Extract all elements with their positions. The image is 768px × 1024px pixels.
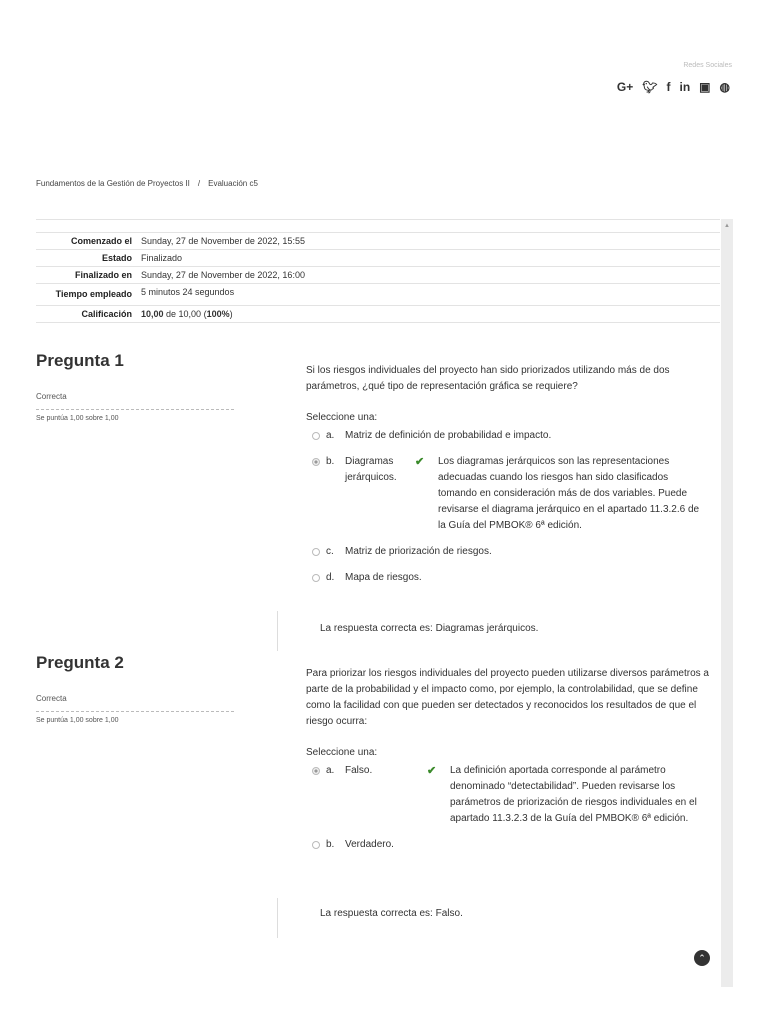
started-label: Comenzado el xyxy=(70,236,132,246)
breadcrumb xyxy=(36,179,258,188)
back-to-top-icon[interactable]: ⌃ xyxy=(694,950,710,966)
breadcrumb-page-link[interactable]: Evaluación c5 xyxy=(208,179,258,188)
linkedin-icon[interactable]: in xyxy=(679,80,691,94)
question-1-state: Correcta xyxy=(36,392,234,410)
question-1-answers xyxy=(306,428,720,586)
answer-text: Falso. xyxy=(345,765,373,776)
question-1-right-answer: La respuesta correcta es: Diagramas jerárquicos. xyxy=(277,611,720,651)
twitter-icon[interactable]: 🐦︎ xyxy=(642,80,658,94)
table-row xyxy=(36,284,720,306)
grade-percent: 100% xyxy=(206,309,230,319)
answer-letter: d. xyxy=(326,572,335,583)
table-row xyxy=(36,233,720,250)
question-2-content xyxy=(306,666,720,863)
answer-text: Matriz de priorización de riesgos. xyxy=(345,546,492,557)
answer-text: Diagramas jerárquicos. xyxy=(345,456,397,483)
answer-option[interactable] xyxy=(306,763,720,827)
time-label: Tiempo empleado xyxy=(55,289,132,299)
facebook-icon[interactable]: f xyxy=(666,80,671,94)
finished-value: Sunday, 27 de November de 2022, 16:00 xyxy=(141,270,305,280)
answer-option[interactable] xyxy=(306,428,720,444)
answer-feedback: Los diagramas jerárquicos son las representaciones adecuadas cuando los riesgos han sido clasificados tomando en consideración más de dos variables. Puede revisarse el diagrama jerárquico en el apartado 11.3.2.6 de la Guía del PMBOK® 6ª edición. xyxy=(438,456,700,531)
question-2-right-answer: La respuesta correcta es: Falso. xyxy=(277,898,720,938)
question-2-answers xyxy=(306,763,720,853)
scroll-up-arrow-icon[interactable]: ▲ xyxy=(724,223,730,229)
question-2-info xyxy=(36,653,234,724)
question-2-state: Correcta xyxy=(36,694,234,712)
time-value: 5 minutos 24 segundos xyxy=(141,287,235,297)
answer-text: Verdadero. xyxy=(345,839,394,850)
answer-text: Matriz de definición de probabilidad e impacto. xyxy=(345,430,552,441)
social-icons xyxy=(617,80,730,94)
question-1-info xyxy=(36,351,234,422)
table-row xyxy=(36,250,720,267)
table-row xyxy=(36,267,720,284)
radio-button[interactable] xyxy=(312,432,320,440)
main-content xyxy=(36,219,720,919)
question-1-text: Si los riesgos individuales del proyecto han sido priorizados utilizando más de dos parámetros, ¿qué tipo de representación gráfica se requiere? xyxy=(306,365,670,392)
state-value: Finalizado xyxy=(141,253,183,263)
answer-letter: b. xyxy=(326,456,335,467)
radio-button[interactable] xyxy=(312,841,320,849)
grade-value xyxy=(138,306,720,323)
grade-end: ) xyxy=(229,309,233,319)
scrollbar[interactable] xyxy=(721,219,733,987)
social-title: Redes Sociales xyxy=(683,62,732,69)
correct-check-icon: ✔ xyxy=(415,456,425,468)
radio-button-checked[interactable] xyxy=(312,458,320,466)
grade-score: 10,00 xyxy=(141,309,164,319)
breadcrumb-course-link[interactable]: Fundamentos de la Gestión de Proyectos II xyxy=(36,179,190,188)
answer-letter: a. xyxy=(326,430,335,441)
attempt-summary-table xyxy=(36,232,720,323)
grade-label: Calificación xyxy=(81,309,132,319)
question-2-text: Para priorizar los riesgos individuales del proyecto pueden utilizarse diversos parámetros a parte de la probabilidad y el impacto como, por ejemplo, la controlabilidad, que se define como la facilidad con que pueden ser detectados y reconocidos los resultados de que el riesgo ocurra: xyxy=(306,668,709,727)
answer-option[interactable] xyxy=(306,570,720,586)
google-plus-icon[interactable]: G+ xyxy=(616,80,634,94)
question-2-prompt: Seleccione una: xyxy=(306,747,378,758)
question-1-content xyxy=(306,363,720,596)
table-row xyxy=(36,306,720,323)
answer-text: Mapa de riesgos. xyxy=(345,572,422,583)
question-1-prompt: Seleccione una: xyxy=(306,412,378,423)
radio-button[interactable] xyxy=(312,574,320,582)
question-2-grade: Se puntúa 1,00 sobre 1,00 xyxy=(36,717,119,724)
youtube-icon[interactable]: ▣ xyxy=(699,80,711,94)
answer-letter: c. xyxy=(326,546,334,557)
answer-letter: a. xyxy=(326,765,335,776)
state-label: Estado xyxy=(101,253,132,263)
answer-option[interactable] xyxy=(306,454,720,534)
question-1-title: Pregunta 1 xyxy=(36,351,124,370)
grade-mid: de 10,00 ( xyxy=(163,309,207,319)
breadcrumb-separator: / xyxy=(197,179,201,188)
radio-button[interactable] xyxy=(312,548,320,556)
correct-check-icon: ✔ xyxy=(427,765,437,777)
started-value: Sunday, 27 de November de 2022, 15:55 xyxy=(141,236,305,246)
question-2-title: Pregunta 2 xyxy=(36,653,124,672)
globe-icon[interactable]: ◍ xyxy=(719,80,730,94)
answer-feedback: La definición aportada corresponde al parámetro denominado “detectabilidad”. Pueden revisarse los parámetros de priorización de riesgos individuales en el apartado 11.3.2.3 de la Guía del PMBOK® 6ª edición. xyxy=(450,765,697,824)
answer-option[interactable] xyxy=(306,544,720,560)
answer-letter: b. xyxy=(326,839,335,850)
question-1-grade: Se puntúa 1,00 sobre 1,00 xyxy=(36,415,119,422)
radio-button-checked[interactable] xyxy=(312,767,320,775)
answer-option[interactable] xyxy=(306,837,720,853)
finished-label: Finalizado en xyxy=(74,270,132,280)
